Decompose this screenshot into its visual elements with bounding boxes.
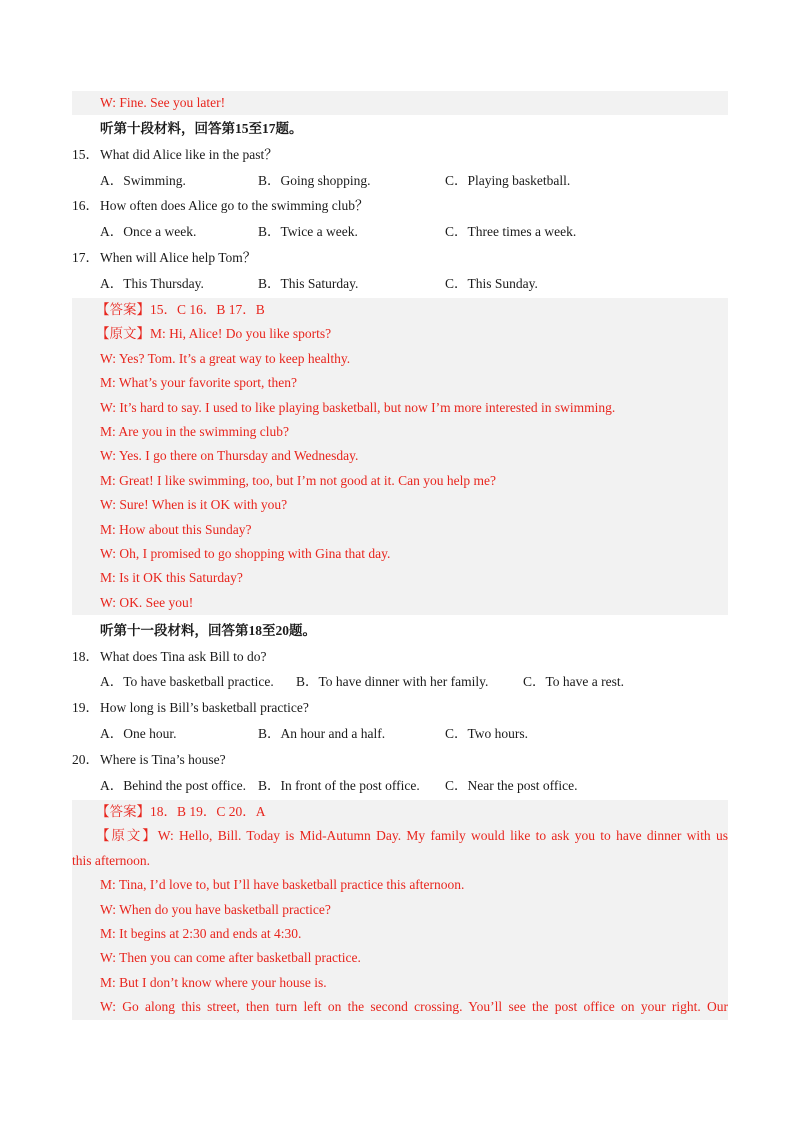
options-16 [72, 220, 728, 244]
question-text: When will Alice help Tom？ [100, 250, 257, 265]
transcript-line: W: Oh, I promised to go shopping with Gina that day. [72, 542, 728, 566]
transcript-line: W: When do you have basketball practice? [72, 898, 728, 922]
transcript-line: M: Are you in the swimming club? [72, 420, 728, 444]
transcript-line: M: It begins at 2:30 and ends at 4:30. [72, 922, 728, 946]
options-19 [72, 722, 728, 746]
transcript-line: M: Tina, I’d love to, but I’ll have basketball practice this afternoon. [72, 873, 728, 897]
option-a: A．Swimming. [100, 173, 186, 188]
transcript-line: W: Yes. I go there on Thursday and Wednesday. [72, 444, 728, 468]
question-19 [72, 696, 728, 720]
option-c: C．Three times a week. [445, 224, 577, 239]
option-b: B．Going shopping. [258, 173, 371, 188]
transcript-line: 【原文】W: Hello, Bill. Today is Mid-Autumn Day. My family would like to ask you to have dinner with us [72, 824, 728, 848]
transcript-line: M: What’s your favorite sport, then? [72, 371, 728, 395]
question-text: What did Alice like in the past？ [100, 147, 278, 162]
question-number: 18． [72, 649, 99, 664]
question-number: 20． [72, 752, 99, 767]
transcript-line: W: OK. See you! [72, 591, 728, 615]
options-18 [72, 670, 728, 694]
question-number: 15． [72, 147, 99, 162]
option-b: B．This Saturday. [258, 276, 359, 291]
transcript-line: 【原文】M: Hi, Alice! Do you like sports? [72, 322, 728, 346]
question-text: Where is Tina’s house? [100, 752, 226, 767]
option-a: A．To have basketball practice. [100, 674, 274, 689]
question-text: How long is Bill’s basketball practice? [100, 700, 309, 715]
answer-line: 【答案】15．C 16．B 17．B [72, 298, 728, 322]
option-a: A．Behind the post office. [100, 778, 246, 793]
transcript-line: W: Fine. See you later! [72, 91, 728, 115]
transcript-line: M: How about this Sunday? [72, 518, 728, 542]
option-b: B．Twice a week. [258, 224, 358, 239]
option-c: C．Near the post office. [445, 778, 578, 793]
transcript-line: W: Yes? Tom. It’s a great way to keep healthy. [72, 347, 728, 371]
option-c: C．To have a rest. [523, 674, 625, 689]
transcript-line: W: Sure! When is it OK with you? [72, 493, 728, 517]
question-18 [72, 645, 728, 669]
option-c: C．Two hours. [445, 726, 529, 741]
transcript-line: M: But I don’t know where your house is. [72, 971, 728, 995]
question-number: 16． [72, 198, 99, 213]
section-header: 听第十一段材料，回答第18至20题。 [100, 623, 316, 638]
question-number: 17． [72, 250, 99, 265]
question-text: What does Tina ask Bill to do? [100, 649, 267, 664]
transcript-line: W: Then you can come after basketball practice. [72, 946, 728, 970]
options-17 [72, 272, 728, 296]
option-a: A．This Thursday. [100, 276, 204, 291]
answer-line: 【答案】18．B 19．C 20．A [72, 800, 728, 824]
options-20 [72, 774, 728, 798]
question-number: 19． [72, 700, 99, 715]
transcript-line: W: Go along this street, then turn left on the second crossing. You’ll see the post office on your right. Our [72, 995, 728, 1019]
transcript-line: M: Great! I like swimming, too, but I’m not good at it. Can you help me? [72, 469, 728, 493]
transcript-line: M: Is it OK this Saturday? [72, 566, 728, 590]
option-b: B．To have dinner with her family. [296, 674, 489, 689]
question-17 [72, 246, 728, 270]
question-15 [72, 143, 728, 167]
option-c: C．Playing basketball. [445, 173, 571, 188]
option-b: B．In front of the post office. [258, 778, 420, 793]
option-c: C．This Sunday. [445, 276, 538, 291]
transcript-line: W: It’s hard to say. I used to like playing basketball, but now I’m more interested in swimming. [72, 396, 728, 420]
option-a: A．One hour. [100, 726, 177, 741]
option-b: B．An hour and a half. [258, 726, 386, 741]
question-16 [72, 194, 728, 218]
options-15 [72, 169, 728, 193]
question-text: How often does Alice go to the swimming club？ [100, 198, 369, 213]
section-header: 听第十段材料，回答第15至17题。 [100, 121, 303, 136]
question-20 [72, 748, 728, 772]
transcript-line: this afternoon. [72, 849, 728, 873]
option-a: A．Once a week. [100, 224, 197, 239]
